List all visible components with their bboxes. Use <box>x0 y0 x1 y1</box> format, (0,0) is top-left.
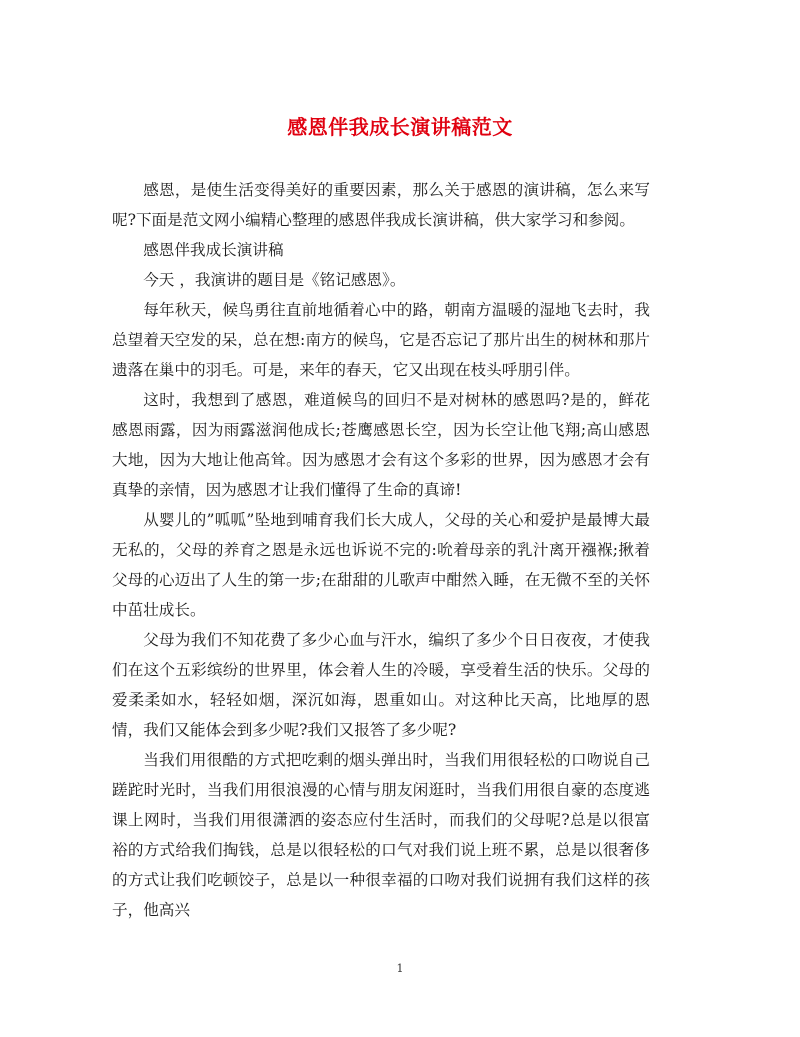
document-body <box>112 175 650 925</box>
paragraph-subtitle: 感恩伴我成长演讲稿 <box>143 241 284 259</box>
paragraph-infancy: 从婴儿的”呱呱”坠地到哺育我们长大成人，父母的关心和爱护是最博大最无私的，父母的养育之恩是永远也诉说不完的:吮着母亲的乳汁离开襁褓;揪着父母的心迈出了人生的第一步;在甜甜的儿歌声中酣然入睡，在无微不至的关怀中茁壮成长。 <box>112 511 650 619</box>
paragraph-intro: 感恩，是使生活变得美好的重要因素，那么关于感恩的演讲稿，怎么来写呢?下面是范文网小编精心整理的感恩伴我成长演讲稿，供大家学习和参阅。 <box>112 181 650 229</box>
paragraph-parents-love: 父母为我们不知花费了多少心血与汗水，编织了多少个日日夜夜，才使我们在这个五彩缤纷的世界里，体会着人生的冷暖，享受着生活的快乐。父母的爱柔柔如水，轻轻如烟，深沉如海，恩重如山。对这种比天高，比地厚的恩情，我们又能体会到多少呢?我们又报答了多少呢? <box>112 631 650 739</box>
paragraph-gratitude: 这时，我想到了感恩，难道候鸟的回归不是对树林的感恩吗?是的，鲜花感恩雨露，因为雨露滋润他成长;苍鹰感恩长空，因为长空让他飞翔;高山感恩大地，因为大地让他高耸。因为感恩才会有这个多彩的世界，因为感恩才会有真挚的亲情，因为感恩才让我们懂得了生命的真谛! <box>112 391 650 499</box>
paragraph-topic: 今天 ，我演讲的题目是《铭记感恩》。 <box>143 271 406 289</box>
page-number: 1 <box>396 962 404 975</box>
paragraph-migratory-birds: 每年秋天，候鸟勇往直前地循着心中的路，朝南方温暖的湿地飞去时，我总望着天空发的呆，总在想:南方的候鸟，它是否忘记了那片出生的树林和那片遗落在巢中的羽毛。可是，来年的春天，它又出现在枝头呼朋引伴。 <box>112 301 650 379</box>
document-title: 感恩伴我成长演讲稿范文 <box>287 115 513 139</box>
paragraph-contrast: 当我们用很酷的方式把吃剩的烟头弹出时，当我们用很轻松的口吻说自己蹉跎时光时，当我们用很浪漫的心情与朋友闲逛时，当我们用很自豪的态度逃课上网时，当我们用很潇洒的姿态应付生活时，而我们的父母呢?总是以很富裕的方式给我们掏钱，总是以很轻松的口气对我们说上班不累，总是以很奢侈的方式让我们吃顿饺子，总是以一种很幸福的口吻对我们说拥有我们这样的孩子，他高兴 <box>112 751 650 919</box>
